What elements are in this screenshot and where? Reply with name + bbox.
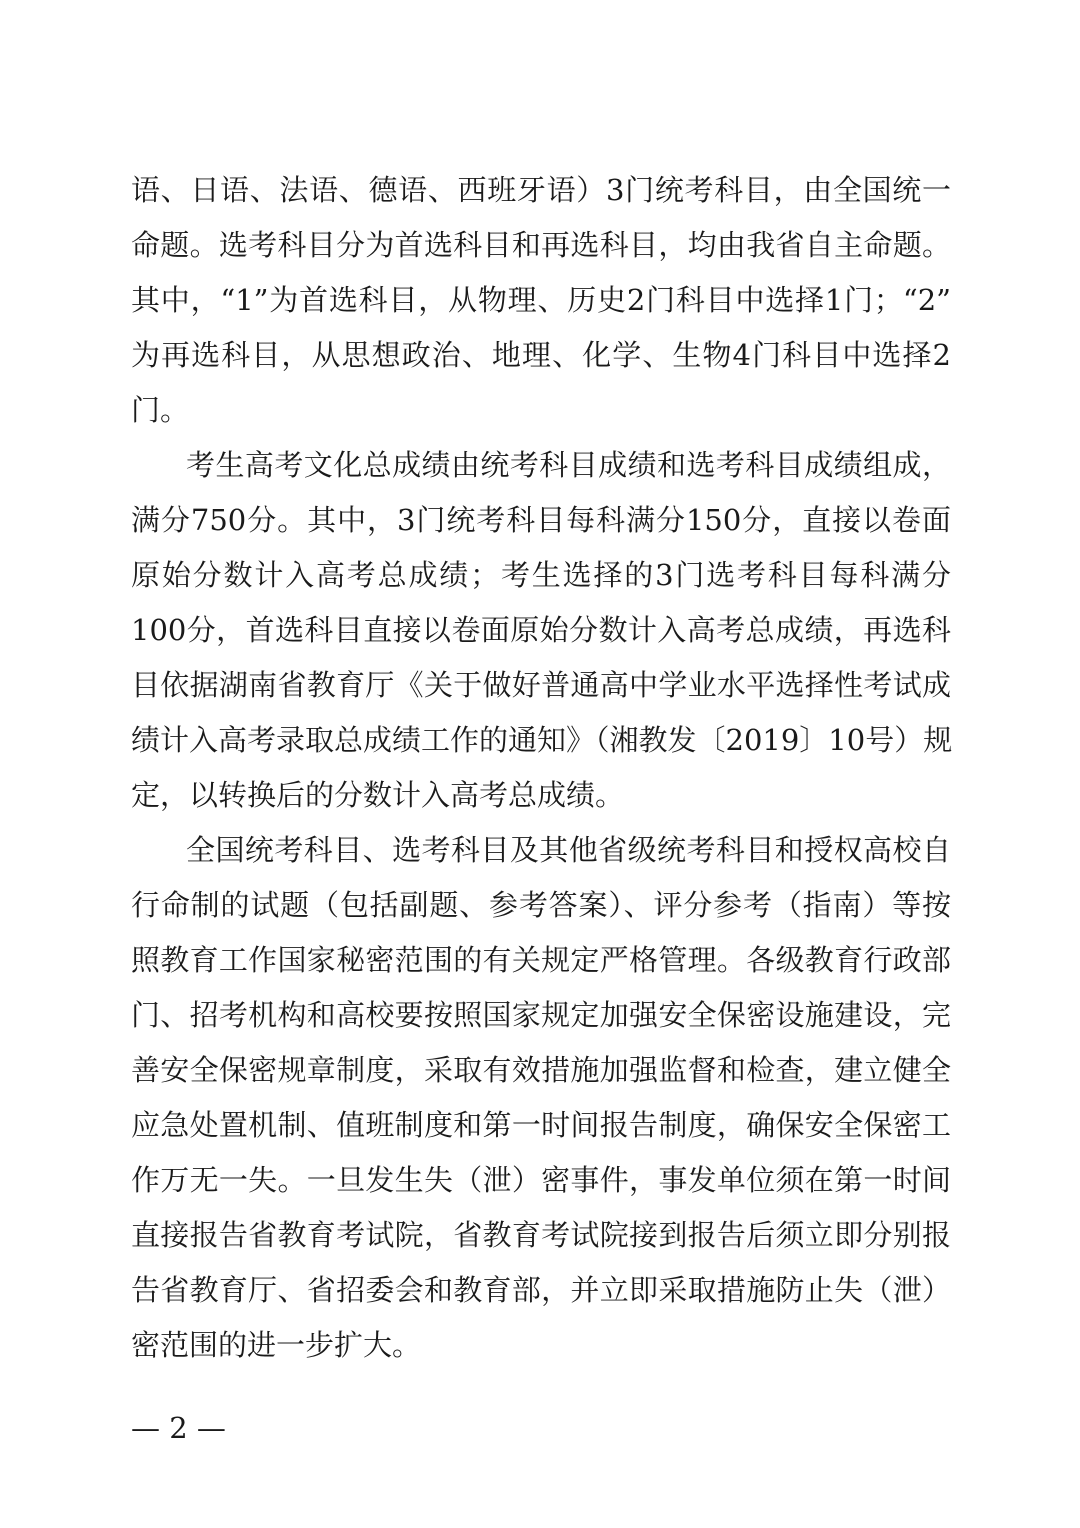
body-text-line: 应急处置机制、值班制度和第一时间报告制度，确保安全保密工 bbox=[131, 1108, 951, 1142]
body-text-line: 行命制的试题（包括副题、参考答案）、评分参考（指南）等按 bbox=[131, 888, 951, 922]
body-text-line: 其中，“1”为首选科目，从物理、历史2门科目中选择1门；“2” bbox=[131, 283, 951, 317]
body-text-line: 直接报告省教育考试院，省教育考试院接到报告后须立即分别报 bbox=[131, 1218, 951, 1252]
body-text-line: 善安全保密规章制度，采取有效措施加强监督和检查，建立健全 bbox=[131, 1053, 951, 1087]
body-text-line: 门、招考机构和高校要按照国家规定加强安全保密设施建设，完 bbox=[131, 998, 951, 1032]
body-text-line: 定，以转换后的分数计入高考总成绩。 bbox=[131, 778, 625, 812]
body-text-line: 告省教育厅、省招委会和教育部，并立即采取措施防止失（泄） bbox=[131, 1273, 951, 1307]
body-text-line: 为再选科目，从思想政治、地理、化学、生物4门科目中选择2 bbox=[131, 338, 951, 372]
body-text-line: 满分750分。其中，3门统考科目每科满分150分，直接以卷面 bbox=[131, 503, 951, 537]
body-text-line: 目依据湖南省教育厅《关于做好普通高中学业水平选择性考试成 bbox=[131, 668, 951, 702]
body-text-line: 原始分数计入高考总成绩；考生选择的3门选考科目每科满分 bbox=[131, 558, 951, 592]
body-text-line: 密范围的进一步扩大。 bbox=[131, 1328, 422, 1362]
body-text-line: 语、日语、法语、德语、西班牙语）3门统考科目，由全国统一 bbox=[131, 173, 951, 207]
body-text-line: 门。 bbox=[131, 393, 190, 427]
paragraph-first-line: 全国统考科目、选考科目及其他省级统考科目和授权高校自 bbox=[186, 833, 951, 867]
body-text-line: 命题。选考科目分为首选科目和再选科目，均由我省自主命题。 bbox=[131, 228, 951, 262]
body-text-line: 100分，首选科目直接以卷面原始分数计入高考总成绩，再选科 bbox=[131, 613, 951, 647]
page-number: — 2 — bbox=[131, 1411, 226, 1445]
body-text-line: 绩计入高考录取总成绩工作的通知》（湘教发〔2019〕10号）规 bbox=[131, 723, 953, 757]
paragraph-first-line: 考生高考文化总成绩由统考科目成绩和选考科目成绩组成， bbox=[186, 448, 951, 482]
body-text-line: 作万无一失。一旦发生失（泄）密事件，事发单位须在第一时间 bbox=[131, 1163, 951, 1197]
body-text-line: 照教育工作国家秘密范围的有关规定严格管理。各级教育行政部 bbox=[131, 943, 951, 977]
